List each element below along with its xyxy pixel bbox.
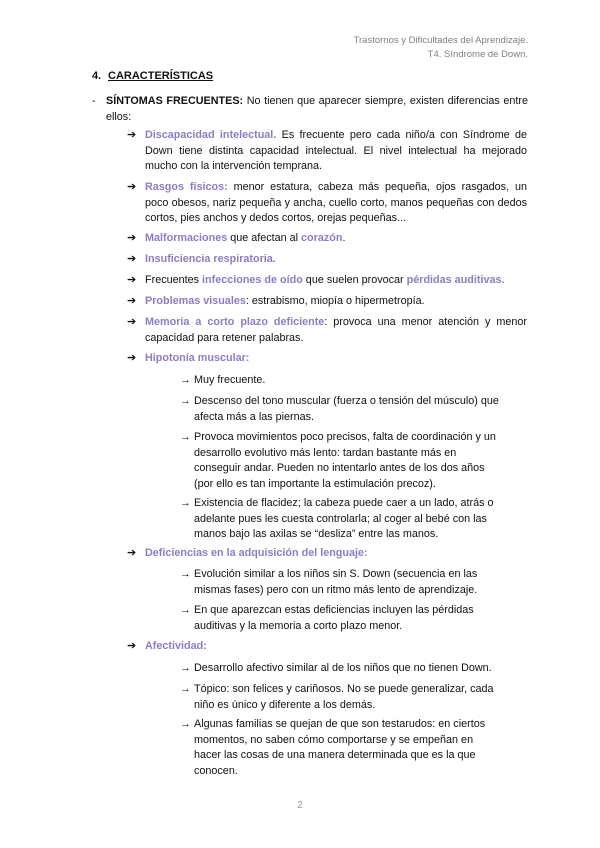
sub-item-text: Provoca movimientos poco precisos, falta de coordinación y un desarrollo evolutivo más lento: tardan bastante más en conseguir andar. Pueden no intentarlo antes de los dos años (por ello es tan importante la estimulación precoz). bbox=[194, 431, 496, 490]
sub-item bbox=[180, 373, 500, 389]
arrow-bullet-icon: ➔ bbox=[127, 547, 137, 559]
section-heading bbox=[92, 70, 213, 82]
item-label-2: corazón bbox=[301, 232, 343, 244]
item-text: : provoca una menor atención y menor capacidad para retener palabras. bbox=[145, 316, 527, 344]
list-item bbox=[127, 128, 527, 175]
sub-arrow-icon: → bbox=[180, 718, 191, 730]
running-header bbox=[354, 34, 528, 62]
sub-arrow-icon: → bbox=[180, 604, 191, 616]
sub-item bbox=[180, 567, 500, 598]
sub-item bbox=[180, 394, 500, 425]
item-label: Insuficiencia respiratoria. bbox=[145, 253, 276, 265]
list-item bbox=[127, 294, 527, 310]
item-label: Malformaciones bbox=[145, 232, 228, 244]
sub-arrow-icon: → bbox=[180, 683, 191, 695]
sub-arrow-icon: → bbox=[180, 374, 191, 386]
item-label: Rasgos físicos: bbox=[145, 181, 228, 193]
item-pre: Frecuentes bbox=[145, 274, 203, 286]
section-number: 4. bbox=[92, 70, 102, 82]
arrow-bullet-icon: ➔ bbox=[127, 129, 137, 141]
sub-item bbox=[180, 603, 500, 634]
arrow-bullet-icon: ➔ bbox=[127, 640, 137, 652]
list-item bbox=[127, 351, 527, 367]
arrow-bullet-icon: ➔ bbox=[127, 274, 137, 286]
item-text-2: . bbox=[342, 232, 346, 244]
item-label: Afectividad: bbox=[145, 640, 207, 652]
arrow-bullet-icon: ➔ bbox=[127, 295, 137, 307]
sub-arrow-icon: → bbox=[180, 431, 191, 443]
item-label-2: pérdidas auditivas. bbox=[406, 274, 505, 286]
header-course: Trastornos y Dificultades del Aprendizaje. bbox=[353, 35, 528, 46]
item-text: menor estatura, cabeza más pequeña, ojos rasgados, un poco obesos, nariz pequeña y ancha, cuello corto, manos pequeñas con dedos cortos, pies anchos y dedos cortos, orejas pequeñas... bbox=[145, 181, 527, 224]
sub-item bbox=[180, 661, 500, 677]
arrow-bullet-icon: ➔ bbox=[127, 352, 137, 364]
arrow-bullet-icon: ➔ bbox=[127, 232, 137, 244]
sub-item-text: Muy frecuente. bbox=[194, 374, 266, 386]
list-item bbox=[127, 315, 527, 346]
section-title: CARACTERÍSTICAS bbox=[108, 70, 214, 82]
item-label: Hipotonía muscular: bbox=[145, 352, 250, 364]
sub-item-text: Desarrollo afectivo similar al de los niños que no tienen Down. bbox=[194, 662, 492, 674]
arrow-bullet-icon: ➔ bbox=[127, 181, 137, 193]
sub-item-text: Tópico: son felices y cariñosos. No se puede generalizar, cada niño es único y diferente a los demás. bbox=[194, 683, 494, 711]
sub-item-text: En que aparezcan estas deficiencias incluyen las pérdidas auditivas y la memoria a corto plazo menor. bbox=[194, 604, 474, 632]
item-text: que suelen provocar bbox=[302, 274, 407, 286]
list-item bbox=[127, 546, 527, 562]
sub-arrow-icon: → bbox=[180, 662, 191, 674]
list-item bbox=[127, 252, 527, 268]
sub-item bbox=[180, 430, 500, 492]
list-item bbox=[127, 639, 527, 655]
intro-label: SÍNTOMAS FRECUENTES: bbox=[106, 95, 244, 107]
list-item bbox=[127, 273, 527, 289]
item-label: Deficiencias en la adquisición del lenguaje: bbox=[145, 547, 368, 559]
item-label: infecciones de oído bbox=[202, 274, 303, 286]
sub-item bbox=[180, 496, 500, 543]
header-topic: T4. Síndrome de Down. bbox=[427, 49, 528, 60]
item-label: Discapacidad intelectual. bbox=[145, 129, 277, 141]
intro-text: No tienen que aparecer siempre, existen diferencias entre ellos: bbox=[106, 95, 528, 123]
item-text: que afectan al bbox=[227, 232, 302, 244]
arrow-bullet-icon: ➔ bbox=[127, 253, 137, 265]
sub-item bbox=[180, 717, 500, 779]
arrow-bullet-icon: ➔ bbox=[127, 316, 137, 328]
sub-item-text: Descenso del tono muscular (fuerza o tensión del músculo) que afecta más a las piernas. bbox=[194, 395, 499, 423]
sub-arrow-icon: → bbox=[180, 568, 191, 580]
dash-bullet: - bbox=[92, 95, 96, 107]
item-label: Problemas visuales bbox=[145, 295, 246, 307]
sub-item bbox=[180, 682, 500, 713]
sub-item-text: Algunas familias se quejan de que son testarudos: en ciertos momentos, no saben cómo comportarse y se empeñan en hacer las cosas de una manera determinada que es la que conocen. bbox=[194, 718, 486, 777]
item-text: : estrabismo, miopía o hipermetropía. bbox=[245, 295, 425, 307]
item-text: Es frecuente pero cada niño/a con Síndrome de Down tiene distinta capacidad intelectual. El nivel intelectual ha mejorado mucho con la intervención temprana. bbox=[145, 129, 527, 172]
page-number: 2 bbox=[297, 800, 303, 811]
list-item bbox=[127, 180, 527, 227]
sub-arrow-icon: → bbox=[180, 395, 191, 407]
sub-arrow-icon: → bbox=[180, 497, 191, 509]
sub-item-text: Evolución similar a los niños sin S. Down (secuencia en las mismas fases) pero con un ritmo más lento de aprendizaje. bbox=[194, 568, 478, 596]
sub-item-text: Existencia de flacidez; la cabeza puede caer a un lado, atrás o adelante pues les cuesta controlarla; al coger al bebé con las manos bajo las axilas se “desliza” entre las manos. bbox=[194, 497, 494, 540]
intro-paragraph bbox=[92, 94, 528, 125]
item-label: Memoria a corto plazo deficiente bbox=[145, 316, 325, 328]
list-item bbox=[127, 231, 527, 247]
